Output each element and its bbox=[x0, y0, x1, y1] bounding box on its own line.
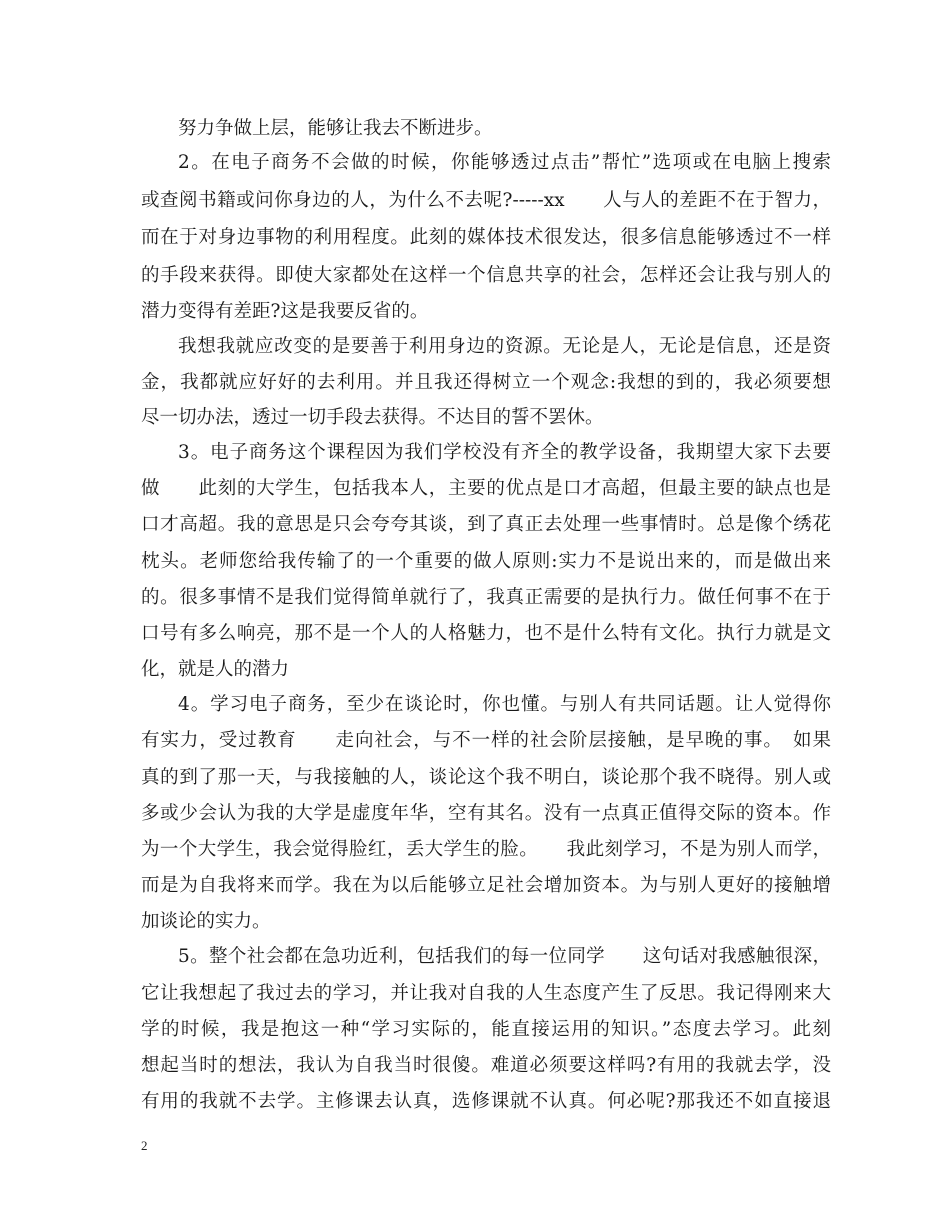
text-line: 我想我就应改变的是要善于利用身边的资源。无论是人，无论是信息，还是资 bbox=[178, 336, 831, 357]
text-line: 金，我都就应好好的去利用。并且我还得树立一个观念:我想的到的，我必须要想 bbox=[141, 372, 831, 393]
text-line: 口号有多么响亮，那不是一个人的人格魅力，也不是什么特有文化。执行力就是文 bbox=[141, 623, 831, 644]
text-line: 想起当时的想法，我认为自我当时很傻。难道必须要这样吗?有用的我就去学，没 bbox=[141, 1055, 831, 1076]
text-line: 有实力，受过教育 走向社会，与不一样的社会阶层接触，是早晚的事。 如果 bbox=[141, 730, 831, 751]
text-line: 3。电子商务这个课程因为我们学校没有齐全的教学设备，我期望大家下去要 bbox=[178, 442, 831, 463]
page-number: 2 bbox=[141, 1138, 148, 1153]
text-line: 潜力变得有差距?这是我要反省的。 bbox=[141, 301, 429, 322]
text-line: 化，就是人的潜力 bbox=[141, 659, 290, 680]
text-line: 或查阅书籍或问你身边的人，为什么不去呢?-----xx 人与人的差距不在于智力， bbox=[141, 190, 831, 211]
text-line: 加谈论的实力。 bbox=[141, 911, 271, 932]
text-line: 2。在电子商务不会做的时候，你能够透过点击”帮忙”选项或在电脑上搜索 bbox=[178, 152, 831, 173]
text-line: 多或少会认为我的大学是虚度年华，空有其名。没有一点真正值得交际的资本。作 bbox=[141, 803, 831, 824]
text-line: 为一个大学生，我会觉得脸红，丢大学生的脸。 我此刻学习，不是为别人而学， bbox=[141, 839, 831, 860]
text-line: 而在于对身边事物的利用程度。此刻的媒体技术很发达，很多信息能够透过不一样 bbox=[141, 227, 831, 248]
text-line: 努力争做上层，能够让我去不断进步。 bbox=[178, 118, 493, 139]
text-line: 枕头。老师您给我传输了的一个重要的做人原则:实力不是说出来的，而是做出来 bbox=[141, 551, 831, 572]
text-line: 尽一切办法，透过一切手段去获得。不达目的誓不罢休。 bbox=[141, 407, 604, 428]
text-line: 学的时候，我是抱这一种“学习实际的，能直接运用的知识。”态度去学习。此刻 bbox=[141, 1019, 831, 1040]
text-line: 而是为自我将来而学。我在为以后能够立足社会增加资本。为与别人更好的接触增 bbox=[141, 875, 831, 896]
text-line: 真的到了那一天，与我接触的人，谈论这个我不明白，谈论那个我不晓得。别人或 bbox=[141, 767, 831, 788]
text-line: 做 此刻的大学生，包括我本人，主要的优点是口才高超，但最主要的缺点也是 bbox=[141, 478, 831, 499]
text-line: 口才高超。我的意思是只会夸夸其谈，到了真正去处理一些事情时。总是像个绣花 bbox=[141, 514, 831, 535]
text-line: 的手段来获得。即使大家都处在这样一个信息共享的社会，怎样还会让我与别人的 bbox=[141, 265, 831, 286]
text-line: 4。学习电子商务，至少在谈论时，你也懂。与别人有共同话题。让人觉得你 bbox=[178, 694, 831, 715]
text-line: 有用的我就不去学。主修课去认真，选修课就不认真。何必呢?那我还不如直接退 bbox=[141, 1091, 831, 1112]
text-line: 的。很多事情不是我们觉得简单就行了，我真正需要的是执行力。做任何事不在于 bbox=[141, 587, 831, 608]
text-line: 它让我想起了我过去的学习，并让我对自我的人生态度产生了反思。我记得刚来大 bbox=[141, 983, 831, 1004]
text-line: 5。整个社会都在急功近利，包括我们的每一位同学 这句话对我感触很深， bbox=[178, 946, 831, 967]
